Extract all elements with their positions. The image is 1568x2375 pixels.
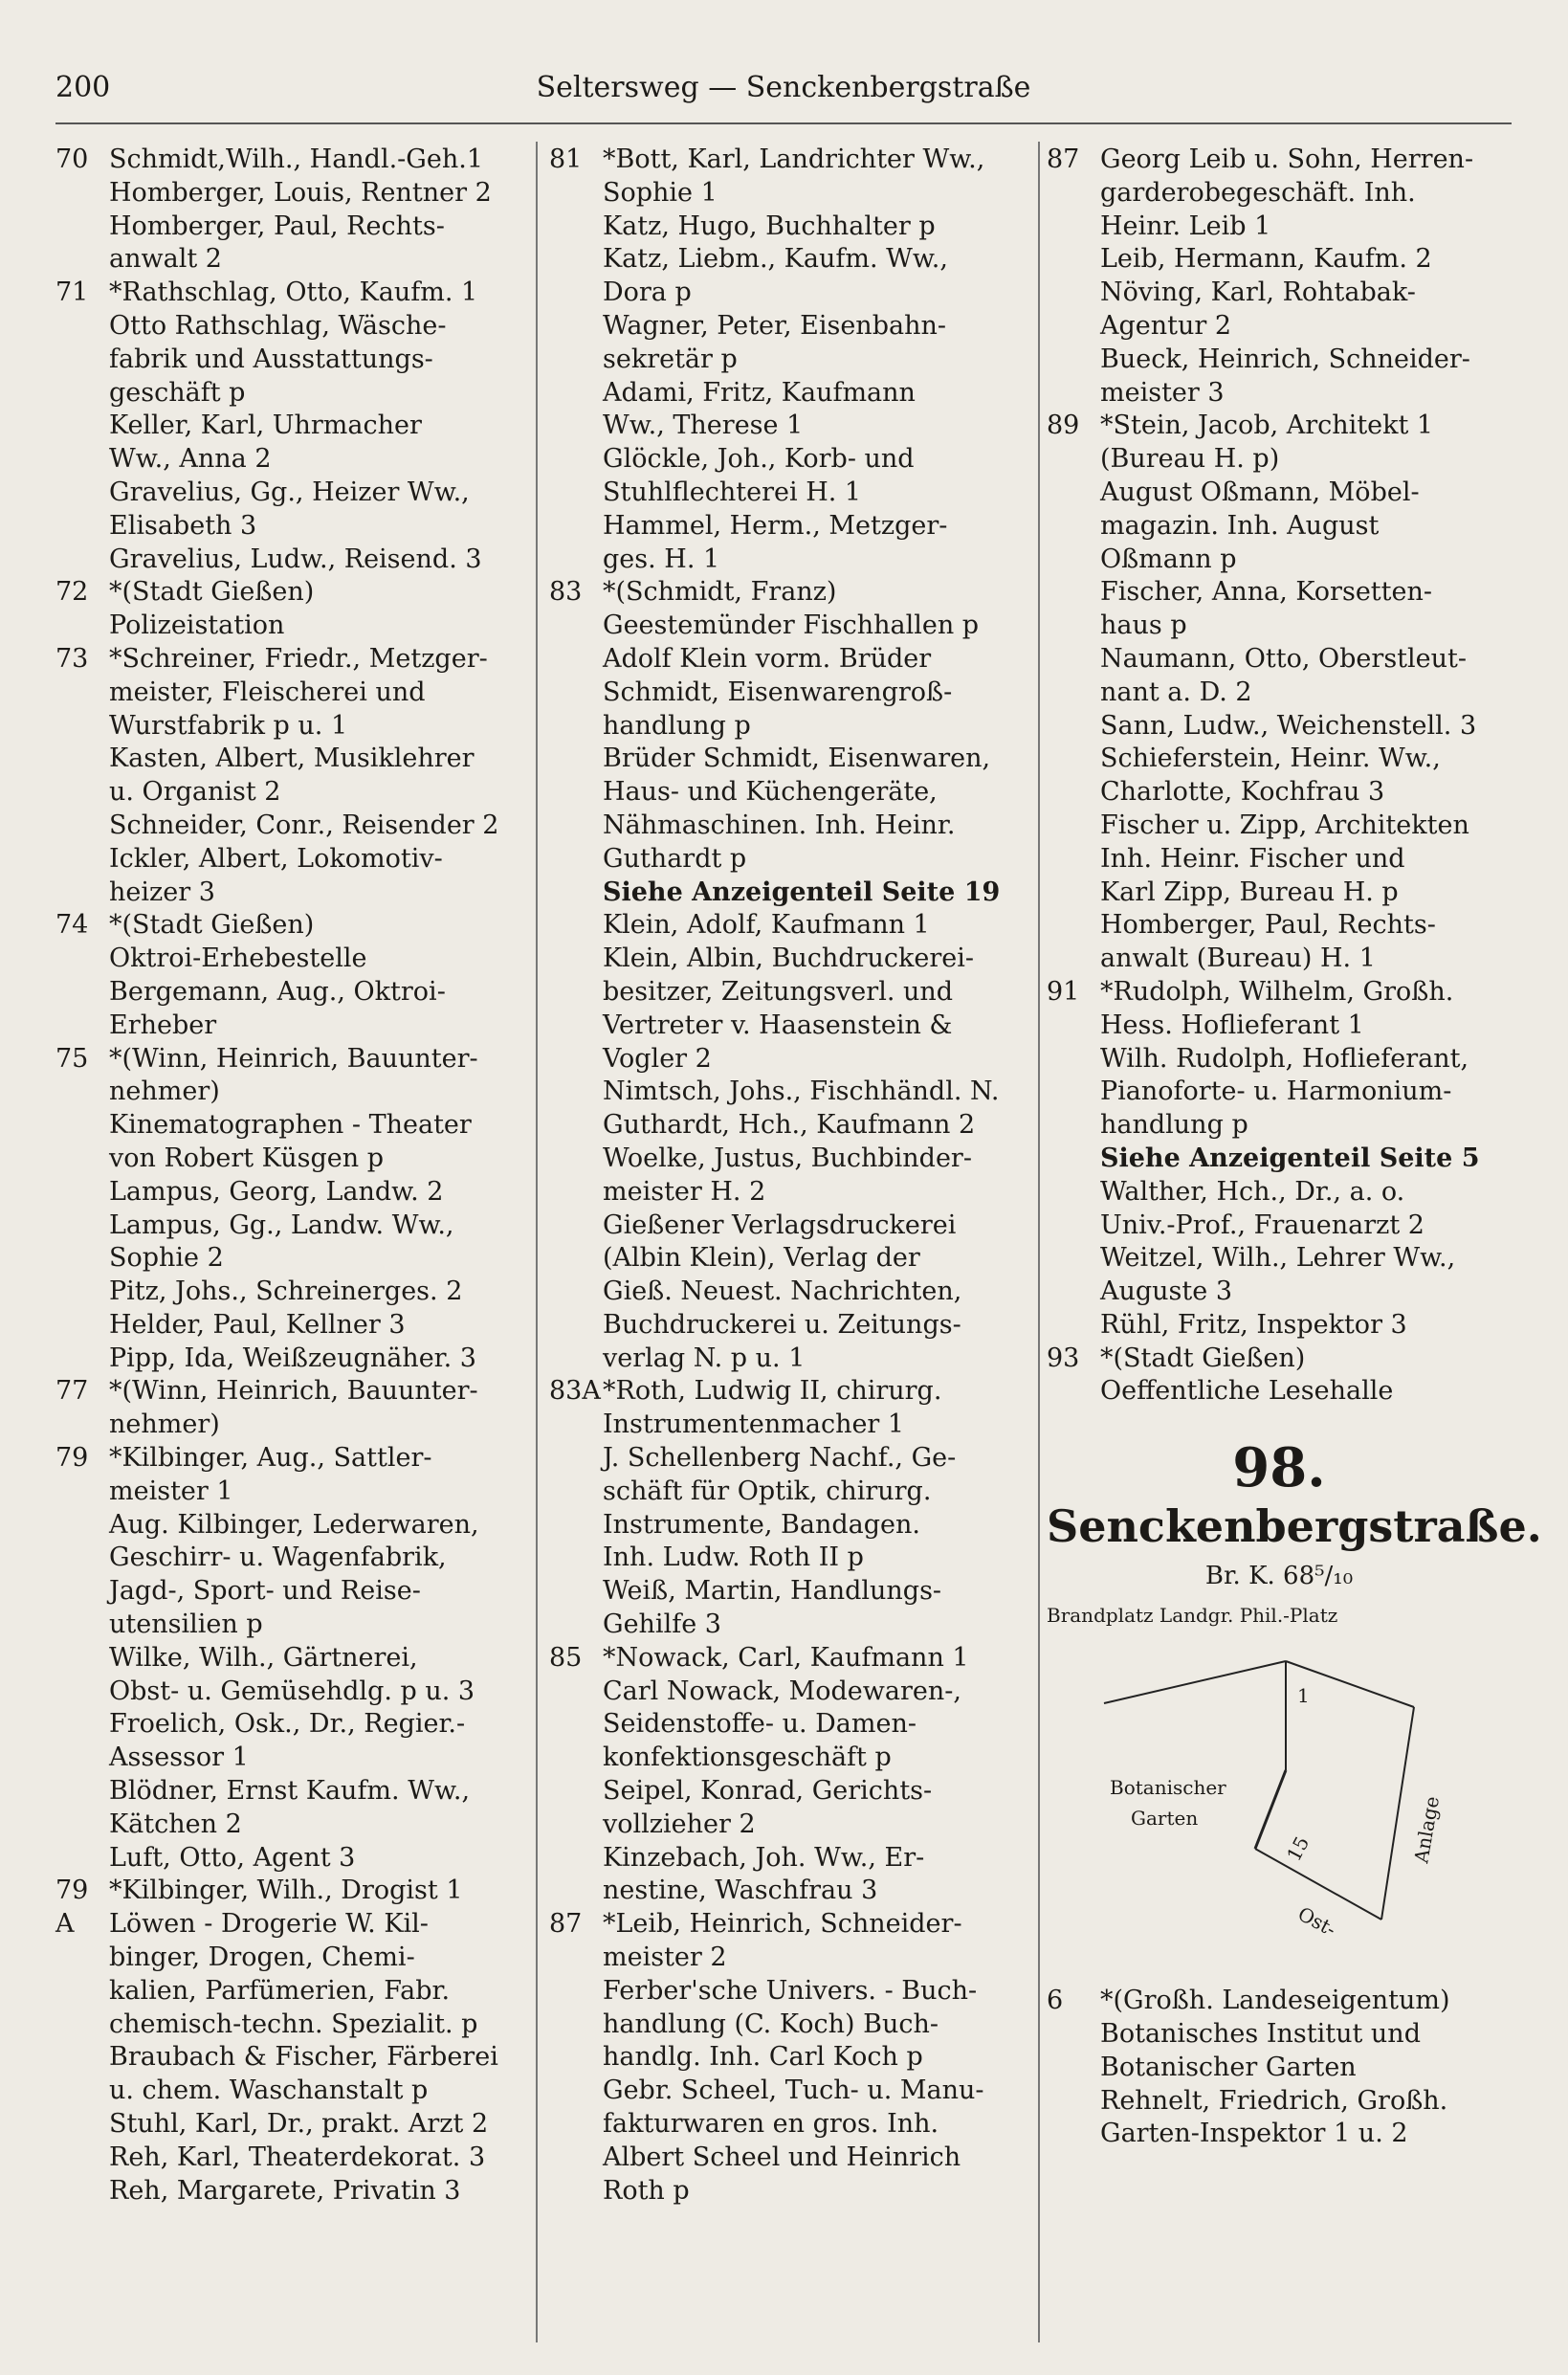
map-mark: 1 <box>1297 1684 1310 1708</box>
resident-line: (Albin Klein), Verlag der <box>603 1243 920 1274</box>
column-3 <box>1047 144 1542 2151</box>
resident-line: Kinzebach, Joh. Ww., Er- <box>603 1842 925 1873</box>
resident-line: Obst- u. Gemüsehdlg. p u. 3 <box>109 1676 475 1706</box>
resident-line: Univ.-Prof., Frauenarzt 2 <box>1100 1210 1424 1240</box>
resident-line: *Roth, Ludwig II, chirurg. <box>603 1376 942 1407</box>
resident-line: von Robert Küsgen p <box>109 1143 385 1173</box>
house-entry <box>55 909 526 1042</box>
map-label-top: Brandplatz Landgr. Phil.-Platz <box>1047 1604 1338 1628</box>
resident-line: Helder, Paul, Kellner 3 <box>109 1309 406 1340</box>
resident-line: Reh, Margarete, Privatin 3 <box>109 2175 461 2206</box>
resident-line: Charlotte, Kochfrau 3 <box>1100 777 1385 808</box>
resident-line: heizer 3 <box>109 877 215 907</box>
house-number: 81 <box>549 144 583 174</box>
resident-line: utensilien p <box>109 1609 263 1640</box>
house-entry <box>55 144 526 277</box>
resident-line: *(Stadt Gießen) <box>1100 1343 1306 1373</box>
header-rule <box>55 122 1512 124</box>
resident-line: Lampus, Gg., Landw. Ww., <box>109 1210 454 1240</box>
resident-line: Schmidt,Wilh., Handl.-Geh.1 <box>109 144 483 174</box>
house-number: 83A <box>549 1376 601 1407</box>
page-header <box>55 71 1512 115</box>
house-number: 75 <box>55 1043 89 1074</box>
map-side-number: 15 <box>1282 1832 1314 1866</box>
resident-line: Gebr. Scheel, Tuch- u. Manu- <box>603 2075 984 2106</box>
resident-line: Naumann, Otto, Oberstleut- <box>1100 643 1467 674</box>
house-number: 89 <box>1047 411 1080 441</box>
map-label-garten: Garten <box>1131 1807 1199 1831</box>
resident-line: Homberger, Louis, Rentner 2 <box>109 177 492 208</box>
resident-line: handlung p <box>603 710 751 741</box>
resident-line: besitzer, Zeitungsverl. und <box>603 976 954 1007</box>
resident-line: *(Stadt Gießen) <box>109 577 315 608</box>
resident-line: Woelke, Justus, Buchbinder- <box>603 1143 972 1173</box>
resident-line: Froelich, Osk., Dr., Regier.- <box>109 1709 466 1740</box>
column-divider <box>536 142 538 2342</box>
resident-line: Inh. Heinr. Fischer und <box>1100 843 1405 874</box>
resident-line: Lampus, Georg, Landw. 2 <box>109 1176 444 1207</box>
resident-line: Oeffentliche Lesehalle <box>1100 1376 1394 1407</box>
resident-line: Haus- und Küchengeräte, <box>603 777 938 808</box>
resident-line: Pianoforte- u. Harmonium- <box>1100 1077 1452 1107</box>
house-entry <box>55 1043 526 1376</box>
resident-line: Kinematographen - Theater <box>109 1110 472 1141</box>
resident-line: Homberger, Paul, Rechts- <box>109 211 445 241</box>
resident-line: Wilh. Rudolph, Hoflieferant, <box>1100 1043 1469 1074</box>
resident-line: Katz, Liebm., Kaufm. Ww., <box>603 244 948 275</box>
map-label-botanischer: Botanischer <box>1110 1776 1226 1800</box>
running-title: Seltersweg — Senckenbergstraße <box>536 71 1031 104</box>
resident-line: *Rathschlag, Otto, Kaufm. 1 <box>109 277 478 308</box>
resident-line: Hammel, Herm., Metzger- <box>603 510 948 541</box>
house-entry <box>549 576 1039 1375</box>
resident-line: u. Organist 2 <box>109 777 281 808</box>
resident-line: Elisabeth 3 <box>109 510 257 541</box>
resident-line: Gießener Verlagsdruckerei <box>603 1210 957 1240</box>
resident-line: August Oßmann, Möbel- <box>1100 477 1420 507</box>
resident-line: Rehnelt, Friedrich, Großh. <box>1100 2085 1448 2116</box>
resident-line: Agentur 2 <box>1100 310 1232 341</box>
resident-line: *Nowack, Carl, Kaufmann 1 <box>603 1642 969 1673</box>
resident-line: *(Schmidt, Franz) <box>603 577 837 608</box>
map-senckenbergstrasse-line <box>1255 1770 1286 1849</box>
street-number: 98. <box>1232 1436 1326 1500</box>
map-label-anlage: Anlage <box>1409 1794 1445 1865</box>
resident-line: Ferber'sche Univers. - Buch- <box>603 1975 978 2006</box>
resident-line: Katz, Hugo, Buchhalter p <box>603 211 936 241</box>
house-number: 91 <box>1047 976 1080 1007</box>
resident-line: Glöckle, Joh., Korb- und <box>603 444 915 475</box>
resident-line: Wilke, Wilh., Gärtnerei, <box>109 1642 418 1673</box>
resident-line: Reh, Karl, Theaterdekorat. 3 <box>109 2142 486 2172</box>
resident-line: Fischer u. Zipp, Architekten <box>1100 810 1469 840</box>
resident-line: *Rudolph, Wilhelm, Großh. <box>1100 976 1454 1007</box>
resident-line: Seipel, Konrad, Gerichts- <box>603 1776 933 1807</box>
resident-line: *Leib, Heinrich, Schneider- <box>603 1909 962 1940</box>
house-number: 83 <box>549 577 583 608</box>
resident-line: Vertreter v. Haasenstein & <box>603 1010 953 1040</box>
resident-line: verlag N. p u. 1 <box>603 1343 806 1373</box>
resident-line: Wagner, Peter, Eisenbahn- <box>603 310 946 341</box>
resident-line: Heinr. Leib 1 <box>1100 211 1271 241</box>
map-line-top <box>1104 1661 1286 1703</box>
resident-line: Erheber <box>109 1010 217 1040</box>
resident-line: vollzieher 2 <box>603 1809 756 1839</box>
street-district: Br. K. 68⁵/₁₀ <box>1204 1562 1354 1591</box>
resident-line: meister 3 <box>1100 377 1225 408</box>
resident-line: sekretär p <box>603 344 738 374</box>
house-number: 93 <box>1047 1343 1080 1373</box>
resident-line: Garten-Inspektor 1 u. 2 <box>1100 2119 1408 2149</box>
resident-line: konfektionsgeschäft p <box>603 1742 892 1773</box>
house-number: 85 <box>549 1642 583 1673</box>
resident-line: Siehe Anzeigenteil Seite 5 <box>1100 1143 1480 1173</box>
resident-line: Auguste 3 <box>1100 1276 1233 1307</box>
resident-line: Geschirr- u. Wagenfabrik, <box>109 1543 447 1573</box>
house-entry <box>1047 976 1512 1343</box>
house-entry <box>1047 144 1512 410</box>
street-name: Senckenbergstraße. <box>1047 1500 1542 1553</box>
resident-line: schäft für Optik, chirurg. <box>603 1476 932 1506</box>
resident-line: Carl Nowack, Modewaren-, <box>603 1676 961 1706</box>
resident-line: ges. H. 1 <box>603 544 720 574</box>
house-entry <box>55 1875 526 2208</box>
resident-line: handlung (C. Koch) Buch- <box>603 2009 939 2039</box>
resident-line: haus p <box>1100 610 1187 641</box>
resident-line: Geestemünder Fischhallen p <box>603 610 980 641</box>
resident-line: kalien, Parfümerien, Fabr. <box>109 1975 451 2006</box>
resident-line: Siehe Anzeigenteil Seite 19 <box>603 877 1001 907</box>
house-entry <box>55 576 526 643</box>
resident-line: Polizeistation <box>109 610 285 641</box>
resident-line: *Stein, Jacob, Architekt 1 <box>1100 411 1434 441</box>
resident-line: Kätchen 2 <box>109 1809 242 1839</box>
resident-line: handlg. Inh. Carl Koch p <box>603 2042 923 2073</box>
resident-line: Pitz, Johs., Schreinerges. 2 <box>109 1276 463 1307</box>
resident-line: Otto Rathschlag, Wäsche- <box>109 310 447 341</box>
resident-line: (Bureau H. p) <box>1100 444 1280 475</box>
resident-line: Rühl, Fritz, Inspektor 3 <box>1100 1309 1407 1340</box>
resident-line: anwalt 2 <box>109 244 222 275</box>
resident-line: Klein, Adolf, Kaufmann 1 <box>603 910 930 941</box>
resident-line: J. Schellenberg Nachf., Ge- <box>603 1443 957 1474</box>
house-number: 70 <box>55 144 89 174</box>
house-entry <box>1047 410 1512 976</box>
resident-line: magazin. Inh. August <box>1100 510 1380 541</box>
resident-line: *(Winn, Heinrich, Bauunter- <box>109 1376 478 1407</box>
resident-line: *Kilbinger, Aug., Sattler- <box>109 1443 432 1474</box>
house-number: 72 <box>55 577 89 608</box>
resident-line: Sann, Ludw., Weichenstell. 3 <box>1100 710 1477 741</box>
map-line-right <box>1381 1707 1414 1920</box>
resident-line: Sophie 2 <box>109 1243 224 1274</box>
resident-line: Ickler, Albert, Lokomotiv- <box>109 843 443 874</box>
house-number: 79 A <box>55 1876 89 1940</box>
resident-line: fakturwaren en gros. Inh. <box>603 2109 939 2140</box>
house-entry <box>549 1908 1039 2208</box>
resident-line: meister, Fleischerei und <box>109 677 426 707</box>
resident-line: Gehilfe 3 <box>603 1609 721 1640</box>
resident-line: geschäft p <box>109 377 246 408</box>
resident-line: Adolf Klein vorm. Brüder <box>603 643 932 674</box>
resident-line: Botanischer Garten <box>1100 2052 1357 2082</box>
resident-line: *Bott, Karl, Landrichter Ww., <box>603 144 985 174</box>
house-number: 79 <box>55 1443 89 1474</box>
resident-line: Schneider, Conr., Reisender 2 <box>109 810 499 840</box>
resident-line: Braubach & Fischer, Färberei <box>109 2042 498 2073</box>
house-entry <box>549 1642 1039 1908</box>
resident-line: Növing, Karl, Rohtabak- <box>1100 277 1416 308</box>
resident-line: Bergemann, Aug., Oktroi- <box>109 976 446 1007</box>
house-number: 87 <box>1047 144 1080 174</box>
house-entry <box>549 144 1039 576</box>
resident-line: binger, Drogen, Chemi- <box>109 1942 415 1973</box>
resident-line: nant a. D. 2 <box>1100 677 1252 707</box>
house-entry <box>55 1442 526 1875</box>
resident-line: Klein, Albin, Buchdruckerei- <box>603 943 975 974</box>
resident-line: Karl Zipp, Bureau H. p <box>1100 877 1399 907</box>
house-number: 87 <box>549 1909 583 1940</box>
house-number: 74 <box>55 910 89 941</box>
resident-line: Instrumente, Bandagen. <box>603 1509 920 1540</box>
house-number: 77 <box>55 1376 89 1407</box>
resident-line: Stuhlflechterei H. 1 <box>603 477 862 507</box>
resident-line: Guthardt p <box>603 843 747 874</box>
resident-line: meister 2 <box>603 1942 727 1973</box>
house-entry <box>55 1375 526 1442</box>
resident-line: *(Stadt Gießen) <box>109 910 315 941</box>
resident-line: Bueck, Heinrich, Schneider- <box>1100 344 1470 374</box>
resident-line: Ww., Therese 1 <box>603 411 804 441</box>
column-2 <box>549 144 1039 2208</box>
house-entry <box>549 1375 1039 1641</box>
resident-line: Inh. Ludw. Roth II p <box>603 1543 864 1573</box>
resident-line: Vogler 2 <box>603 1043 712 1074</box>
resident-line: *(Großh. Landeseigentum) <box>1100 1986 1450 2016</box>
resident-line: Adami, Fritz, Kaufmann <box>603 377 916 408</box>
resident-line: Wurstfabrik p u. 1 <box>109 710 348 741</box>
resident-line: Oktroi-Erhebestelle <box>109 943 367 974</box>
resident-line: Nähmaschinen. Inh. Heinr. <box>603 810 956 840</box>
house-number: 6 <box>1047 1986 1064 2016</box>
map-label-ost: Ost- <box>1293 1901 1340 1942</box>
resident-line: handlung p <box>1100 1110 1248 1141</box>
resident-line: Pipp, Ida, Weißzeugnäher. 3 <box>109 1343 476 1373</box>
resident-line: Fischer, Anna, Korsetten- <box>1100 577 1432 608</box>
resident-line: Georg Leib u. Sohn, Herren- <box>1100 144 1474 174</box>
resident-line: Leib, Hermann, Kaufm. 2 <box>1100 244 1432 275</box>
resident-line: Albert Scheel und Heinrich <box>603 2142 961 2172</box>
house-entry <box>55 277 526 576</box>
resident-line: Oßmann p <box>1100 544 1237 574</box>
resident-line: *(Winn, Heinrich, Bauunter- <box>109 1043 478 1074</box>
resident-line: Dora p <box>603 277 692 308</box>
resident-line: Roth p <box>603 2175 690 2206</box>
resident-line: u. chem. Waschanstalt p <box>109 2075 429 2106</box>
house-entry <box>1047 1343 1512 1409</box>
resident-line: anwalt (Bureau) H. 1 <box>1100 943 1376 974</box>
page-number: 200 <box>55 71 111 104</box>
resident-line: Kasten, Albert, Musiklehrer <box>109 744 475 774</box>
resident-line: Buchdruckerei u. Zeitungs- <box>603 1309 961 1340</box>
resident-line: Schieferstein, Heinr. Ww., <box>1100 744 1441 774</box>
resident-line: Weiß, Martin, Handlungs- <box>603 1576 942 1607</box>
resident-line: fabrik und Ausstattungs- <box>109 344 433 374</box>
resident-line: chemisch-techn. Spezialit. p <box>109 2009 478 2039</box>
resident-line: Instrumentenmacher 1 <box>603 1409 905 1440</box>
resident-line: Seidenstoffe- u. Damen- <box>603 1709 917 1740</box>
house-entry <box>55 643 526 909</box>
resident-line: Aug. Kilbinger, Lederwaren, <box>109 1509 479 1540</box>
resident-line: Gieß. Neuest. Nachrichten, <box>603 1276 962 1307</box>
resident-line: Gravelius, Gg., Heizer Ww., <box>109 477 470 507</box>
resident-line: Stuhl, Karl, Dr., prakt. Arzt 2 <box>109 2109 489 2140</box>
resident-line: Ww., Anna 2 <box>109 444 272 475</box>
resident-line: Blödner, Ernst Kaufm. Ww., <box>109 1776 471 1807</box>
street-location-map <box>1047 1598 1512 1971</box>
resident-line: Botanisches Institut und <box>1100 2019 1421 2050</box>
resident-line: Brüder Schmidt, Eisenwaren, <box>603 744 991 774</box>
resident-line: *Schreiner, Friedr., Metzger- <box>109 643 488 674</box>
resident-line: Weitzel, Wilh., Lehrer Ww., <box>1100 1243 1456 1274</box>
resident-line: Gravelius, Ludw., Reisend. 3 <box>109 544 482 574</box>
resident-line: Schmidt, Eisenwarengroß- <box>603 677 953 707</box>
resident-line: Hess. Hoflieferant 1 <box>1100 1010 1364 1040</box>
resident-line: *Kilbinger, Wilh., Drogist 1 <box>109 1876 463 1906</box>
resident-line: meister 1 <box>109 1476 233 1506</box>
resident-line: Guthardt, Hch., Kaufmann 2 <box>603 1110 976 1141</box>
resident-line: garderobegeschäft. Inh. <box>1100 177 1416 208</box>
house-number: 73 <box>55 643 89 674</box>
resident-line: Walther, Hch., Dr., a. o. <box>1100 1176 1405 1207</box>
resident-line: nestine, Waschfrau 3 <box>603 1876 878 1906</box>
resident-line: Keller, Karl, Uhrmacher <box>109 411 422 441</box>
resident-line: Sophie 1 <box>603 177 718 208</box>
resident-line: nehmer) <box>109 1409 220 1440</box>
resident-line: Homberger, Paul, Rechts- <box>1100 910 1436 941</box>
resident-line: meister H. 2 <box>603 1176 766 1207</box>
house-number: 71 <box>55 277 89 308</box>
column-1 <box>55 144 526 2208</box>
resident-line: Assessor 1 <box>109 1742 249 1773</box>
resident-line: Luft, Otto, Agent 3 <box>109 1842 356 1873</box>
resident-line: Löwen - Drogerie W. Kil- <box>109 1909 429 1940</box>
resident-line: Jagd-, Sport- und Reise- <box>109 1576 421 1607</box>
resident-line: Nimtsch, Johs., Fischhändl. N. <box>603 1077 1000 1107</box>
resident-line: nehmer) <box>109 1077 220 1107</box>
house-entry <box>1047 1985 1512 2151</box>
